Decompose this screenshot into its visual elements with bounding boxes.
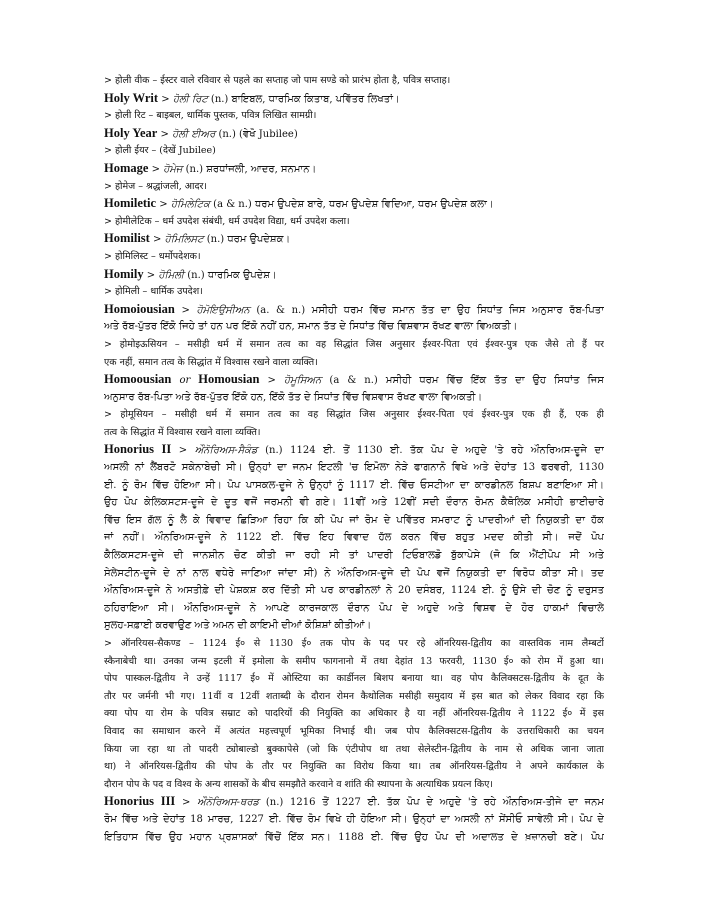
definition-line: ਈ. ਨੂੰ ਰੋਮ ਵਿੱਚ ਹੋਇਆ ਸੀ। ਪੋਪ ਪਾਸਕਲ-ਦੂਜੇ ਨੇ ਉਨ੍ਹਾਂ ਨੂੰ 1117 ਈ. ਵਿੱਚ ਓਸਟੀਆ ਦਾ ਕਾਰਡੀਨਲ ਬਿਸ਼ਪ ਬਣਾਇਆ ਸੀ। (104, 479, 604, 491)
headword-connector: or (171, 375, 199, 387)
headword: Homage (104, 160, 149, 175)
hindi-definition-line: > होमीलेटिक – धर्म उपदेश संबंधी, धर्म उपदेश विद्या, धर्म उपदेश कला। (104, 215, 350, 227)
headword-variant: Homousian (198, 372, 260, 387)
headword: Holy Year (104, 125, 158, 140)
pronunciation: ਹੋਲੀ ਈਅਰ (172, 128, 216, 140)
definition-line: ਇਤਿਹਾਸ ਵਿੱਚ ਉਹ ਮਹਾਨ ਪ੍ਰਸ਼ਾਸਕਾਂ ਵਿੱਚੋਂ ਇੱਕ ਸਨ। 1188 ਈ. ਵਿੱਚ ਉਹ ਪੋਪ ਦੀ ਅਦਾਲਤ ਦੇ ਖ਼ਜ਼ਾਨਚੀ ਬਣੇ। ਪੋਪ (104, 831, 604, 843)
definition-line: ਵਿੱਚ ਇਸ ਗੱਲ ਨੂੰ ਲੈ ਕੇ ਵਿਵਾਦ ਛਿੜਿਆ ਰਿਹਾ ਕਿ ਕੀ ਪੋਪ ਜਾਂ ਰੋਮ ਦੇ ਪਵਿੱਤਰ ਸਮਰਾਟ ਨੂੰ ਪਾਦਰੀਆਂ ਦੀ ਨਿਯੁਕਤੀ ਦਾ ਹੱਕ (104, 514, 604, 526)
hindi-definition-line: पोप पास्कल-द्वितीय ने उन्हें 1117 ई० में ओस्टिया का कार्डीनल बिशप बनाया था। वह पोप कैलिक्सटस-द्वितीय के दूत के (104, 673, 604, 685)
entry-line (104, 793, 604, 811)
headword: Homoiousian (104, 301, 175, 316)
entry-line (104, 230, 604, 248)
hindi-definition-line: तौर पर जर्मनी भी गए। 11वीं व 12वीं शताब्दी के दौरान रोमन कैथोलिक मसीही समुदाय में इस बात को लेकर विवाद रहा कि (104, 690, 604, 702)
pronunciation-marker: > (171, 445, 195, 457)
hindi-definition-line: > होली वीक – ईस्टर वाले रविवार से पहले का सप्ताह जो पाम सण्डे को प्रारंभ होता है, पवित्र सप्ताह। (104, 75, 451, 86)
headword: Homiletic (104, 196, 157, 211)
pronunciation-marker: > (148, 163, 164, 175)
hindi-definition-line: स्कैनाबेची था। उनका जन्म इटली में इमोला के समीप फागनानो में तथा देहांत 13 फरवरी, 1130 ई० को रोम में हुआ था। (104, 655, 604, 667)
definition-line: ਜਾਂ ਨਹੀਂ। ਔਨਰਿਅਸ-ਦੂਜੇ ਨੇ 1122 ਈ. ਵਿੱਚ ਇਹ ਵਿਵਾਦ ਹੱਲ ਕਰਨ ਵਿੱਚ ਬਹੁਤ ਮਦਦ ਕੀਤੀ ਸੀ। ਜਦੋਂ ਪੋਪ (104, 532, 604, 544)
pronunciation-marker: > (143, 269, 159, 281)
definition-text: (n.) ਧਾਰਮਿਕ ਉਪਦੇਸ਼। (184, 269, 277, 281)
pronunciation: ਔਨੋਰਿਅਸ-ਥਰਡ (197, 797, 260, 809)
pronunciation: ਹੋਮੋਇਉਸੀਅਨ (196, 304, 250, 316)
definition-line: ਠਹਿਰਾਇਆ ਸੀ। ਔਨਰਿਅਸ-ਦੂਜੇ ਨੇ ਆਪਣੇ ਕਾਰਜਕਾਲ ਦੌਰਾਨ ਪੋਪ ਦੇ ਅਹੁਦੇ ਅਤੇ ਵਿਸ਼ਵ ਦੇ ਹੋਰ ਹਾਕਮਾਂ ਵਿਚਾਲੇ (104, 602, 604, 614)
headword: Homilist (104, 231, 150, 246)
definition-text: (n.) 1216 ਤੋਂ 1227 ਈ. ਤੱਕ ਪੋਪ ਦੇ ਅਹੁਦੇ 'ਤੇ ਰਹੇ ਔਨਰਿਅਸ-ਤੀਜੇ ਦਾ ਜਨਮ (259, 797, 604, 809)
hindi-definition-line: था) ने ऑनरियस-द्वितीय की पोप के तौर पर नियुक्ति का विरोध किया था। तब ऑनरियस-द्वितीय ने अपने कार्यकाल के (104, 761, 604, 773)
hindi-definition-line: > ऑनरियस-सैकण्ड – 1124 ई० से 1130 ई० तक पोप के पद पर रहे ऑनरियस-द्वितीय का वास्तविक नाम लैम्बर्टो (104, 638, 604, 649)
definition-line: ਔਨਰਿਅਸ-ਦੂਜੇ ਨੇ ਅਸਤੀਫ਼ੇ ਦੀ ਪੇਸ਼ਕਸ਼ ਕਰ ਦਿੱਤੀ ਸੀ ਪਰ ਕਾਰਡੀਨਲਾਂ ਨੇ 20 ਦਸੰਬਰ, 1124 ਈ. ਨੂੰ ਉਸੇ ਦੀ ਚੋਣ ਨੂੰ ਦਰੁਸਤ (104, 585, 604, 597)
pronunciation: ਹੋਮਿਲਿਸਟ (164, 234, 204, 246)
pronunciation-marker: > (259, 375, 284, 387)
pronunciation-marker: > (175, 797, 198, 809)
definition-text: (a & n.) ਧਰਮ ਉਪਦੇਸ਼ ਬਾਰੇ, ਧਰਮ ਉਪਦੇਸ਼ ਵਿਦਿਆ, ਧਰਮ ਉਪਦੇਸ਼ ਕਲਾ। (209, 199, 494, 211)
entry-line (104, 266, 604, 284)
definition-text: (n.) ਬਾਇਬਲ, ਧਾਰਮਿਕ ਕਿਤਾਬ, ਪਵਿੱਤਰ ਲਿਖਤਾਂ। (207, 93, 400, 105)
hindi-definition-line: > होली रिट – बाइबल, धार्मिक पुस्तक, पवित्र लिखित सामग्री। (104, 110, 317, 122)
pronunciation-marker: > (156, 199, 171, 211)
pronunciation: ਹੋਮਿਲੇਟਿਕ (170, 199, 210, 211)
definition-line: ਅਨੁਸਾਰ ਰੱਬ-ਪਿਤਾ ਅਤੇ ਰੱਬ-ਪੁੱਤਰ ਇੱਕੋ ਹਨ, ਇੱਕੋ ਤੱਤ ਦੇ ਸਿਧਾਂਤ ਵਿੱਚ ਵਿਸ਼ਵਾਸ ਰੱਖਣ ਵਾਲਾ ਵਿਅਕਤੀ। (104, 391, 483, 403)
entry-line (104, 301, 604, 319)
definition-line: ਅਤੇ ਰੱਬ-ਪੁੱਤਰ ਇੱਕੋ ਜਿਹੇ ਤਾਂ ਹਨ ਪਰ ਇੱਕੋ ਨਹੀਂ ਹਨ, ਸਮਾਨ ਤੱਤ ਦੇ ਸਿਧਾਂਤ ਵਿੱਚ ਵਿਸ਼ਵਾਸ ਰੱਖਣ ਵਾਲਾ ਵਿਅਕਤੀ। (104, 321, 518, 333)
hindi-definition-line: किया जा रहा था तो पादरी ट्योबाल्डो बुक्कापेसे (जो कि एंटीपोप था तथा सेलेस्टीन-द्वितीय के नाम से अधिक जाना जाता (104, 743, 604, 755)
definition-line: ਕੈਲਿਕਸਟਸ-ਦੂਜੇ ਦੀ ਜਾਨਸ਼ੀਨ ਚੋਣ ਕੀਤੀ ਜਾ ਰਹੀ ਸੀ ਤਾਂ ਪਾਦਰੀ ਟਿਓਬਾਲਡੋ ਬੁੱਕਾਪੇਸੇ (ਜੋ ਕਿ ਐਂਟੀਪੋਪ ਸੀ ਅਤੇ (104, 550, 604, 562)
pronunciation-marker: > (158, 93, 173, 105)
definition-line: ਰੋਮ ਵਿੱਚ ਅਤੇ ਦੇਹਾਂਤ 18 ਮਾਰਚ, 1227 ਈ. ਵਿੱਚ ਰੋਮ ਵਿਖੇ ਹੀ ਹੋਇਆ ਸੀ। ਉਨ੍ਹਾਂ ਦਾ ਅਸਲੀ ਨਾਂ ਸੇਂਸੀਓ ਸਾਵੇਲੀ ਸੀ। ਪੋਪ ਦੇ (104, 813, 604, 825)
pronunciation-marker: > (149, 234, 165, 246)
pronunciation: ਹੋਮੂਸਿਅਨ (283, 375, 322, 387)
definition-text: (n.) ਸ਼ਰਧਾਂਜਲੀ, ਆਦਰ, ਸਨਮਾਨ। (182, 163, 317, 175)
hindi-definition-line: > होली ईयर – (देखें Jubilee) (104, 145, 216, 157)
definition-line: ਅਸਲੀ ਨਾਂ ਲੈਂਬਰਟੋ ਸਕੇਨਾਬੇਚੀ ਸੀ। ਉਨ੍ਹਾਂ ਦਾ ਜਨਮ ਇਟਲੀ 'ਚ ਇਮੋਲਾ ਨੇੜੇ ਫਾਗਨਾਨੋ ਵਿਖੇ ਅਤੇ ਦੇਹਾਂਤ 13 ਫਰਵਰੀ, 1130 (104, 462, 604, 474)
hindi-definition-line: दौरान पोप के पद व विश्व के अन्य शासकों के बीच समझौते करवाने व शांति की स्थापना के अत्याधिक प्रयत्न किए। (104, 778, 493, 790)
definition-line: ਸੁਲਹ-ਸਫ਼ਾਈ ਕਰਵਾਉਣ ਅਤੇ ਅਮਨ ਦੀ ਕਾਇਮੀ ਦੀਆਂ ਕੋਸ਼ਿਸ਼ਾਂ ਕੀਤੀਆਂ। (104, 620, 372, 632)
definition-line: ਸੇਲੇਸਟੀਨ-ਦੂਜੇ ਦੇ ਨਾਂ ਨਾਲ ਵਧੇਰੇ ਜਾਣਿਆ ਜਾਂਦਾ ਸੀ) ਨੇ ਔਨਰਿਅਸ-ਦੂਜੇ ਦੀ ਪੋਪ ਵਜੋਂ ਨਿਯੁਕਤੀ ਦਾ ਵਿਰੋਧ ਕੀਤਾ ਸੀ। ਤਦ (104, 567, 604, 579)
headword: Homoousian (104, 372, 172, 387)
entry-line (104, 371, 604, 389)
definition-text: (n.) ਧਰਮ ਉਪਦੇਸ਼ਕ। (203, 234, 291, 246)
hindi-definition-line: > होमूसियन – मसीही धर्म में समान तत्व का वह सिद्धांत जिस अनुसार ईश्वर-पिता एवं ईश्वर-पुत्र एक ही हैं, एक ही (104, 409, 604, 421)
hindi-definition-line: विवाद का समाधान करने में अत्यंत महत्त्वपूर्ण भूमिका निभाई थी। जब पोप कैलिक्सटस-द्वितीय के उत्तराधिकारी का चयन (104, 725, 604, 737)
pronunciation: ਹੋਲੀ ਰਿਟ (172, 93, 208, 105)
hindi-definition-line: > होमोइऊसियन – मसीही धर्म में समान तत्व का वह सिद्धांत जिस अनुसार ईश्वर-पिता एवं ईश्वर-पुत्र एक जैसे तो हैं पर (104, 338, 604, 350)
headword: Honorius III (104, 794, 176, 809)
dictionary-page (104, 72, 604, 846)
definition-line: ਉਹ ਪੋਪ ਕੇਲਿਕਸਟਸ-ਦੂਜੇ ਦੇ ਦੂਤ ਵਜੋਂ ਜਰਮਨੀ ਵੀ ਗਏ। 11ਵੀਂ ਅਤੇ 12ਵੀਂ ਸਦੀ ਦੌਰਾਨ ਰੋਮਨ ਕੈਥੋਲਿਕ ਮਸੀਹੀ ਭਾਈਚਾਰੇ (104, 497, 604, 509)
definition-text: (a. & n.) ਮਸੀਹੀ ਧਰਮ ਵਿੱਚ ਸਮਾਨ ਤੱਤ ਦਾ ਉਹ ਸਿਧਾਂਤ ਜਿਸ ਅਨੁਸਾਰ ਰੱਬ-ਪਿਤਾ (249, 304, 604, 316)
entry-line (104, 441, 604, 459)
entry-line (104, 160, 604, 178)
entry-line (104, 195, 604, 213)
headword: Holy Writ (104, 90, 159, 105)
headword: Homily (104, 266, 144, 281)
definition-text: (a & n.) ਮਸੀਹੀ ਧਰਮ ਵਿੱਚ ਇੱਕ ਤੱਤ ਦਾ ਉਹ ਸਿਧਾਂਤ ਜਿਸ (321, 375, 604, 387)
hindi-definition-line: एक नहीं, समान तत्व के सिद्धांत में विश्वास रखने वाला व्यक्ति। (104, 356, 318, 368)
pronunciation-marker: > (157, 128, 173, 140)
hindi-definition-line: तत्व के सिद्धांत में विश्वास रखने वाला व्यक्ति। (104, 426, 261, 438)
hindi-definition-line: > होमिलिस्ट – धर्मोपदेशक। (104, 250, 201, 262)
definition-text: (n.) (ਵੇਖੋ Jubilee) (215, 128, 298, 140)
hindi-definition-line: > होमिली – धार्मिक उपदेश। (104, 286, 203, 298)
entry-line (104, 125, 604, 143)
hindi-definition-line: > होमेज – श्रद्धांजली, आदर। (104, 180, 208, 192)
definition-text: (n.) 1124 ਈ. ਤੋਂ 1130 ਈ. ਤੱਕ ਪੋਪ ਦੇ ਅਹੁਦੇ 'ਤੇ ਰਹੇ ਔਨਰਿਅਸ-ਦੂਜੇ ਦਾ (257, 445, 604, 457)
pronunciation-marker: > (174, 304, 197, 316)
headword: Honorius II (104, 442, 172, 457)
hindi-definition-line: क्या पोप या रोम के पवित्र सम्राट को पादरियों की नियुक्ति का अधिकार है या नहीं ऑनरियस-द्वितीय ने 1122 ई० में इस (104, 708, 604, 720)
pronunciation: ਹੋਮਿਲੀ (158, 269, 185, 281)
pronunciation: ਹੋਮੇਜ (163, 163, 183, 175)
pronunciation: ਔਨੋਰਿਅਸ-ਸੈਕੰਡ (194, 445, 258, 457)
entry-line (104, 90, 604, 108)
